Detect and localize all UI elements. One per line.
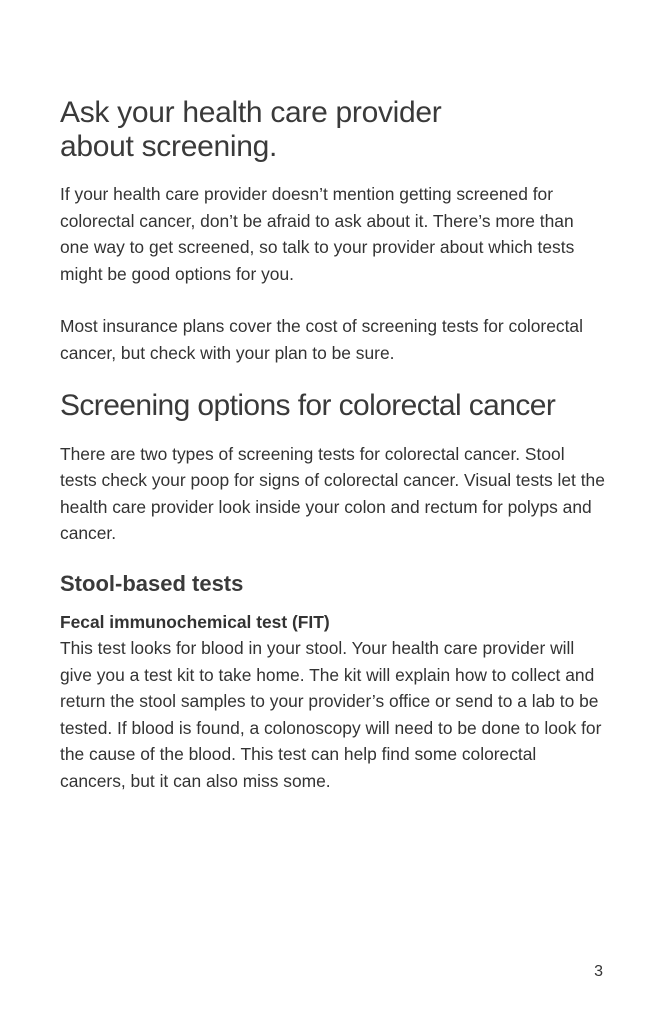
page-content bbox=[60, 96, 606, 795]
heading-stool-based-tests: Stool-based tests bbox=[60, 570, 244, 596]
heading-screening-options: Screening options for colorectal cancer bbox=[60, 388, 556, 422]
heading-fit: Fecal immunochemical test (FIT) bbox=[60, 611, 330, 632]
paragraph-ask-provider: If your health care provider doesn’t mention getting screened for colorectal cancer, don’t be afraid to ask about it. There’s more than one way to get screened, so talk to your provider about which tests might be good options for you. bbox=[60, 184, 575, 284]
page-number: 3 bbox=[594, 963, 603, 980]
paragraph-fit: This test looks for blood in your stool. Your health care provider will give you a test kit to take home. The kit will explain how to collect and return the stool samples to your provider’s office or send to a lab to be tested. If blood is found, a colonoscopy will need to be done to look for the cause of the blood. This test can help find some colorectal cancers, but it can also miss some. bbox=[60, 637, 602, 791]
paragraph-insurance: Most insurance plans cover the cost of screening tests for colorectal cancer, but check with your plan to be sure. bbox=[60, 316, 583, 363]
heading-ask-provider: Ask your health care provider about screening. bbox=[60, 96, 442, 163]
paragraph-screening-options: There are two types of screening tests for colorectal cancer. Stool tests check your poop for signs of colorectal cancer. Visual tests let the health care provider look inside your colon and rectum for polyps and cancer. bbox=[60, 443, 605, 544]
